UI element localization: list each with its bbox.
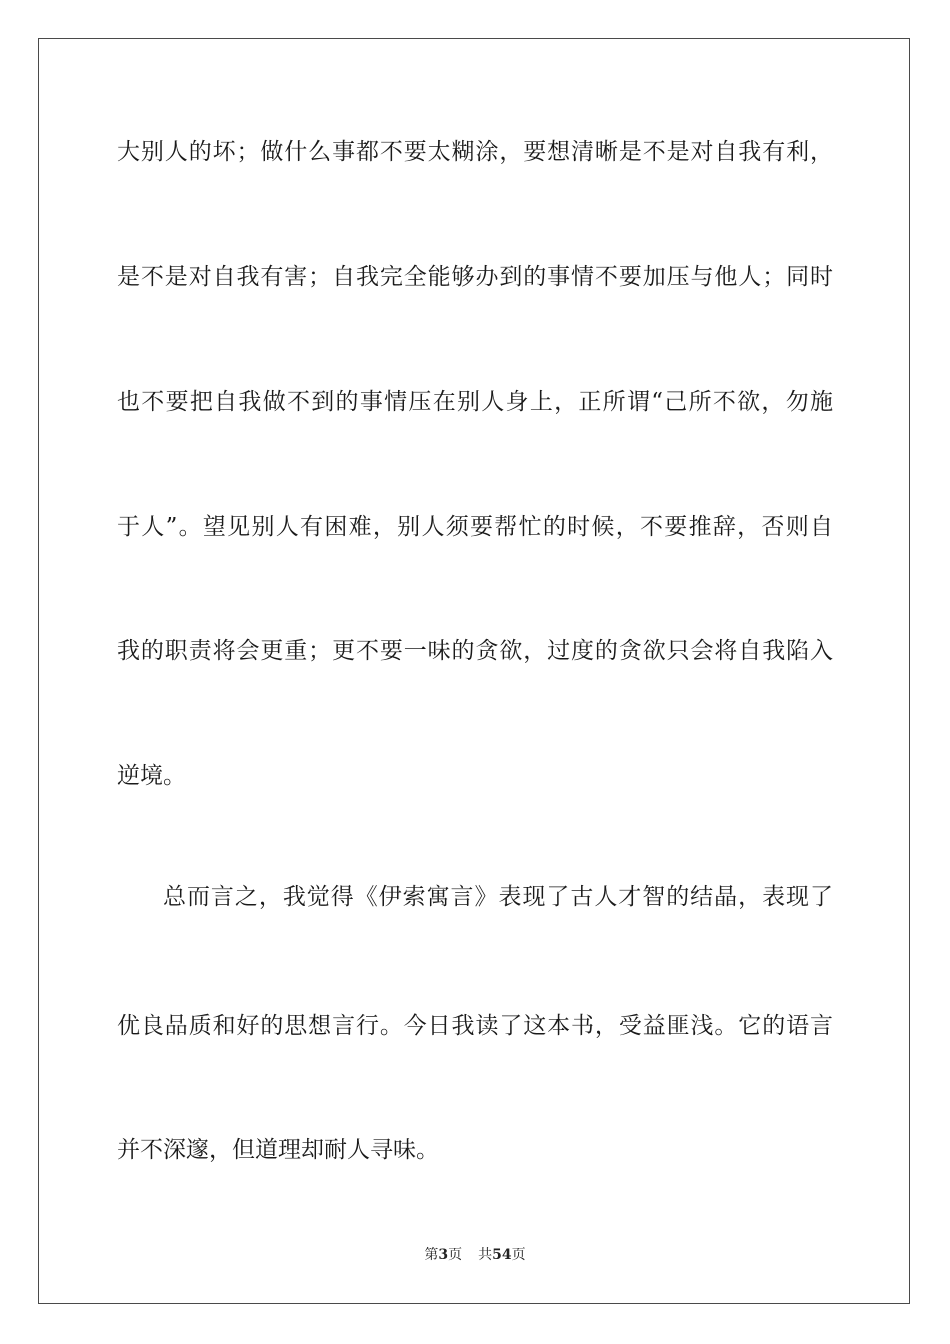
page-suffix: 页 — [448, 1247, 463, 1263]
text-line-5: 我的职责将会更重；更不要一味的贪欲，过度的贪欲只会将自我陷入 — [117, 638, 833, 664]
text-line-3: 也不要把自我做不到的事情压在别人身上，正所谓“己所不欲，勿施 — [117, 389, 833, 415]
total-prefix: 共 — [478, 1247, 493, 1263]
text-line-9: 并不深邃，但道理却耐人寻味。 — [117, 1137, 439, 1163]
text-line-1: 大别人的坏；做什么事都不要太糊涂，要想清晰是不是对自我有利， — [117, 139, 833, 165]
page-footer — [0, 1246, 950, 1264]
text-line-2: 是不是对自我有害；自我完全能够办到的事情不要加压与他人；同时 — [117, 264, 833, 290]
total-pages: 54 — [492, 1247, 512, 1263]
text-line-7: 总而言之，我觉得《伊索寓言》表现了古人才智的结晶，表现了 — [163, 884, 833, 910]
text-line-4: 于人”。望见别人有困难，别人须要帮忙的时候，不要推辞，否则自 — [117, 514, 833, 540]
page-prefix: 第 — [424, 1247, 439, 1263]
text-line-6: 逆境。 — [117, 763, 186, 789]
total-suffix: 页 — [511, 1247, 526, 1263]
text-line-8: 优良品质和好的思想言行。今日我读了这本书，受益匪浅。它的语言 — [117, 1013, 833, 1039]
page-border — [38, 38, 910, 1304]
page-number: 3 — [438, 1247, 449, 1263]
